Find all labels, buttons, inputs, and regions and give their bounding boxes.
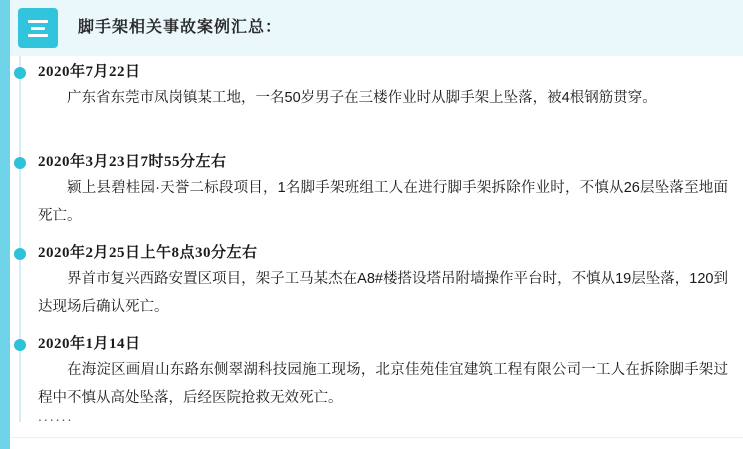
timeline-bullet <box>14 248 26 260</box>
entry-body: 在海淀区画眉山东路东侧翠湖科技园施工现场，北京佳苑佳宜建筑工程有限公司一工人在拆除脚手架过程中不慎从高处坠落，后经医院抢救无效死亡。 <box>38 362 728 406</box>
timeline-bullet <box>14 157 26 169</box>
entry-body: 广东省东莞市凤岗镇某工地，一名50岁男子在三楼作业时从脚手架上坠落，被4根钢筋贯穿。 <box>67 90 657 106</box>
entry-date: 2020年1月14日 <box>38 336 141 352</box>
entry-body: 颍上县碧桂园·天誉二标段项目，1名脚手架班组工人在进行脚手架拆除作业时，不慎从26层坠落至地面死亡。 <box>38 180 728 224</box>
entry-date: 2020年7月22日 <box>38 64 141 80</box>
page-title: 脚手架相关事故案例汇总： <box>78 19 283 36</box>
timeline-bullet <box>14 67 26 79</box>
timeline-bullet <box>14 339 26 351</box>
timeline <box>10 56 743 449</box>
left-accent-bar <box>0 0 10 449</box>
menu-icon <box>18 8 58 48</box>
timeline-line <box>19 56 21 422</box>
entry-date: 2020年3月23日7时55分左右 <box>38 154 227 170</box>
entry-body: 界首市复兴西路安置区项目，架子工马某杰在A8#楼搭设塔吊附墙操作平台时，不慎从19层坠落，120到达现场后确认死亡。 <box>38 271 728 315</box>
entry-date: 2020年2月25日上午8点30分左右 <box>38 245 258 261</box>
bottom-divider <box>10 437 743 438</box>
document-header <box>10 0 743 56</box>
more-indicator: ...... <box>38 408 74 424</box>
